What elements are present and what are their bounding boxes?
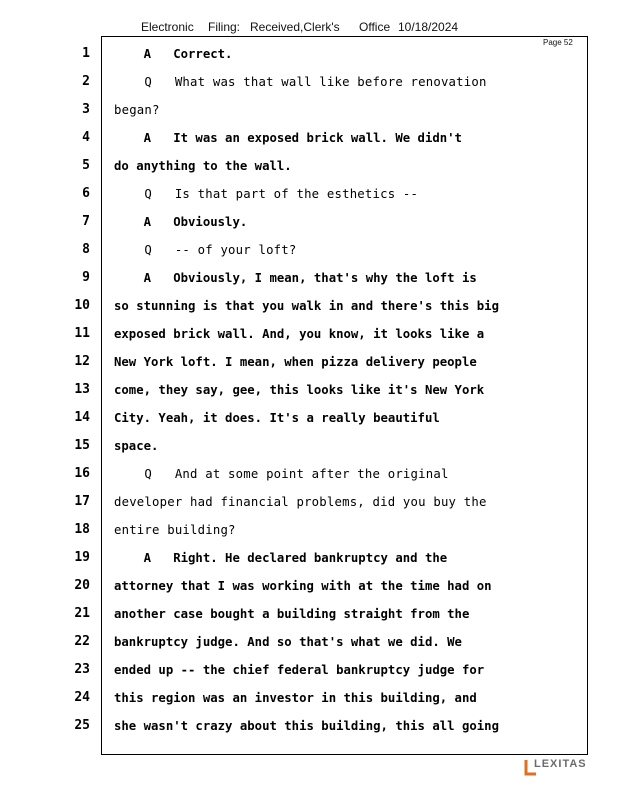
- transcript-line: do anything to the wall.: [114, 159, 292, 173]
- line-number: 12: [74, 354, 90, 369]
- lexitas-logo-text: LEXITAS: [534, 758, 587, 770]
- line-number: 21: [74, 606, 90, 621]
- filing-header: [141, 20, 471, 36]
- line-number: 11: [74, 326, 90, 341]
- transcript-line: so stunning is that you walk in and there's this big: [114, 299, 499, 313]
- line-number: 13: [74, 382, 90, 397]
- line-number: 10: [74, 298, 90, 313]
- transcript-line: Q -- of your loft?: [114, 243, 297, 257]
- transcript-line: Q What was that wall like before renovation: [114, 75, 487, 89]
- line-number: 4: [82, 130, 90, 145]
- transcript-line: New York loft. I mean, when pizza delivery people: [114, 355, 477, 369]
- line-number: 9: [82, 270, 90, 285]
- transcript-line: entire building?: [114, 523, 236, 537]
- line-number: 25: [74, 718, 90, 733]
- transcript-line: attorney that I was working with at the time had on: [114, 579, 492, 593]
- line-number: 19: [74, 550, 90, 565]
- filing-header-office: Office: [359, 20, 391, 34]
- line-number: 18: [74, 522, 90, 537]
- line-number: 17: [74, 494, 90, 509]
- transcript-line: A Right. He declared bankruptcy and the: [114, 551, 448, 565]
- filing-header-received: Received,Clerk's: [250, 20, 340, 34]
- transcript-line: ended up -- the chief federal bankruptcy judge for: [114, 663, 485, 677]
- transcript-line: exposed brick wall. And, you know, it looks like a: [114, 327, 485, 341]
- transcript-line: Q Is that part of the esthetics --: [114, 187, 419, 201]
- line-number: 7: [82, 214, 90, 229]
- line-number: 6: [82, 186, 90, 201]
- line-number: 23: [74, 662, 90, 677]
- filing-header-electronic: Electronic: [141, 20, 194, 34]
- line-number: 1: [82, 46, 90, 61]
- filing-header-date: 10/18/2024: [398, 20, 459, 34]
- transcript-line: A Obviously.: [114, 215, 248, 229]
- transcript-line: another case bought a building straight from the: [114, 607, 470, 621]
- line-number: 5: [82, 158, 90, 173]
- line-number: 15: [74, 438, 90, 453]
- transcript-line: Q And at some point after the original: [114, 467, 449, 481]
- transcript-line: she wasn't crazy about this building, this all going: [114, 719, 499, 733]
- transcript-line: this region was an investor in this building, and: [114, 691, 477, 705]
- transcript-line: began?: [114, 103, 160, 117]
- transcript-line: bankruptcy judge. And so that's what we did. We: [114, 635, 462, 649]
- line-number: 8: [82, 242, 90, 257]
- line-number: 14: [74, 410, 90, 425]
- filing-header-filing: Filing:: [208, 20, 241, 34]
- line-number: 24: [74, 690, 90, 705]
- transcript-line: City. Yeah, it does. It's a really beautiful: [114, 411, 440, 425]
- lexitas-logo: [524, 758, 590, 776]
- page-number: Page 52: [543, 38, 573, 47]
- line-number: 22: [74, 634, 90, 649]
- transcript-line: come, they say, gee, this looks like it's New York: [114, 383, 485, 397]
- transcript-line: developer had financial problems, did you buy the: [114, 495, 487, 509]
- transcript-line: A It was an exposed brick wall. We didn't: [114, 131, 462, 145]
- transcript-line: A Obviously, I mean, that's why the loft is: [114, 271, 477, 285]
- transcript-line: space.: [114, 439, 159, 453]
- transcript-line: A Correct.: [114, 47, 233, 61]
- line-number: 16: [74, 466, 90, 481]
- line-number: 2: [82, 74, 90, 89]
- line-number: 20: [74, 578, 90, 593]
- line-number: 3: [82, 102, 90, 117]
